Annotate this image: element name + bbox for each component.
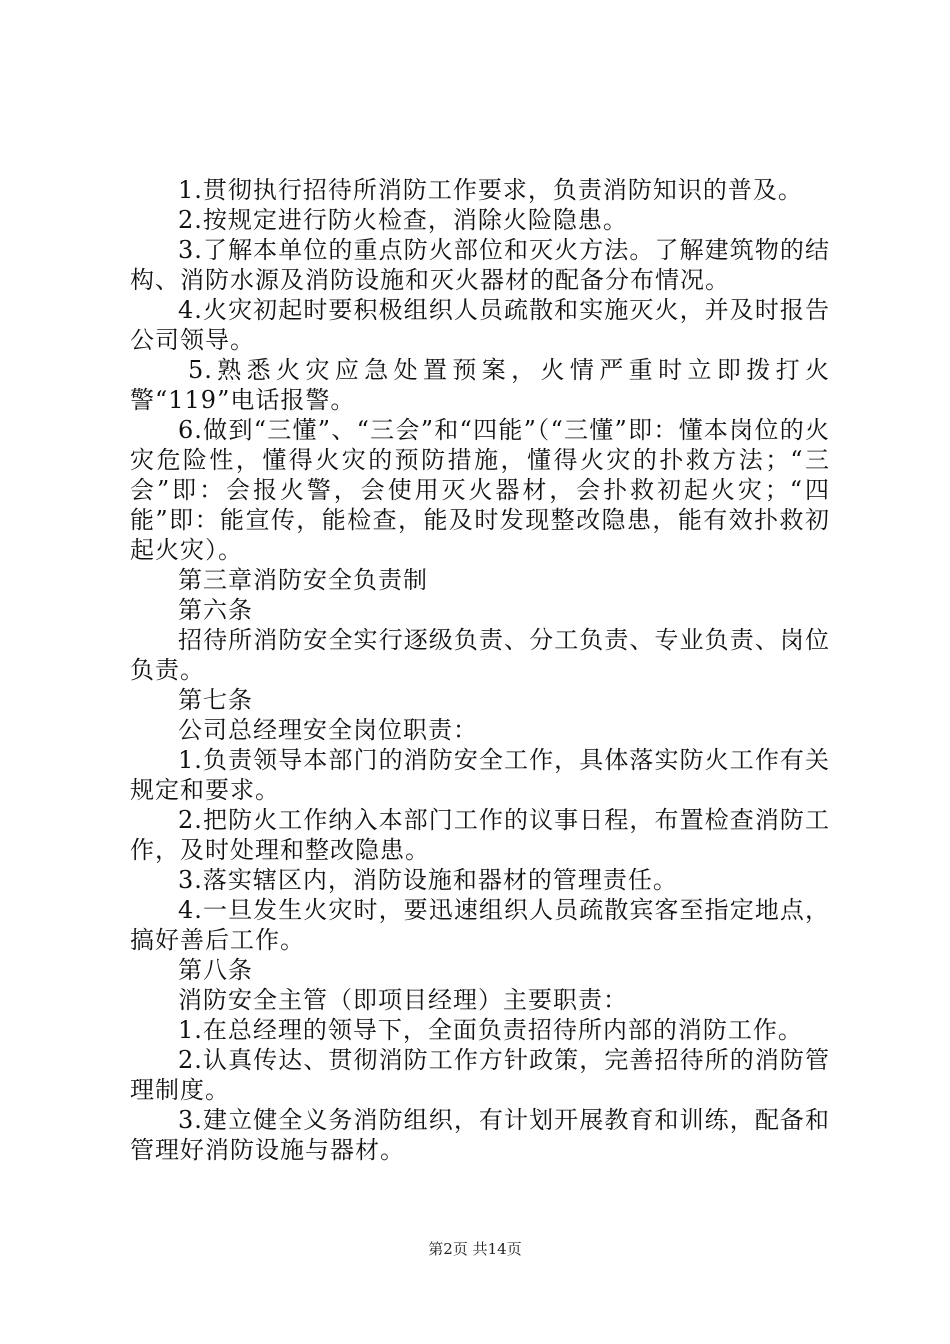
- paragraph: 2.按规定进行防火检查，消除火险隐患。: [178, 206, 628, 234]
- paragraph: 1.在总经理的领导下，全面负责招待所内部的消防工作。: [178, 1016, 803, 1044]
- paragraph: 消防安全主管（即项目经理）主要职责：: [178, 986, 628, 1014]
- article-heading: 第六条: [178, 596, 253, 624]
- paragraph: 公司总经理安全岗位职责：: [178, 716, 478, 744]
- paragraph: 招待所消防安全实行逐级负责、分工负责、专业负责、岗位负责。: [130, 626, 830, 684]
- paragraph: 2.认真传达、贯彻消防工作方针政策，完善招待所的消防管理制度。: [130, 1046, 830, 1104]
- paragraph: 3.了解本单位的重点防火部位和灭火方法。了解建筑物的结构、消防水源及消防设施和灭火器材的配备分布情况。: [130, 236, 830, 294]
- paragraph: 1.负责领导本部门的消防安全工作，具体落实防火工作有关规定和要求。: [130, 746, 830, 804]
- paragraph: 6.做到“三懂”、“三会”和“四能”（“三懂”即：懂本岗位的火灾危险性，懂得火灾的预防措施，懂得火灾的扑救方法；“三会”即：会报火警，会使用灭火器材，会扑救初起火灾；“四能”即：能宣传，能检查，能及时发现整改隐患，能有效扑救初起火灾）。: [130, 416, 830, 564]
- paragraph: 5.熟悉火灾应急处置预案，火情严重时立即拨打火警“119”电话报警。: [130, 356, 830, 414]
- paragraph: 1.贯彻执行招待所消防工作要求，负责消防知识的普及。: [178, 176, 803, 204]
- paragraph: 4.火灾初起时要积极组织人员疏散和实施灭火，并及时报告公司领导。: [130, 296, 830, 354]
- article-heading: 第八条: [178, 956, 253, 984]
- article-heading: 第七条: [178, 686, 253, 714]
- paragraph: 3.建立健全义务消防组织，有计划开展教育和训练，配备和管理好消防设施与器材。: [130, 1106, 830, 1164]
- paragraph: 4.一旦发生火灾时，要迅速组织人员疏散宾客至指定地点，搞好善后工作。: [130, 896, 830, 954]
- paragraph: 3.落实辖区内，消防设施和器材的管理责任。: [178, 866, 678, 894]
- document-body: [130, 175, 830, 1165]
- chapter-heading: 第三章消防安全负责制: [178, 566, 428, 594]
- page-footer: 第2页 共14页: [428, 1240, 522, 1258]
- paragraph: 2.把防火工作纳入本部门工作的议事日程，布置检查消防工作，及时处理和整改隐患。: [130, 806, 830, 864]
